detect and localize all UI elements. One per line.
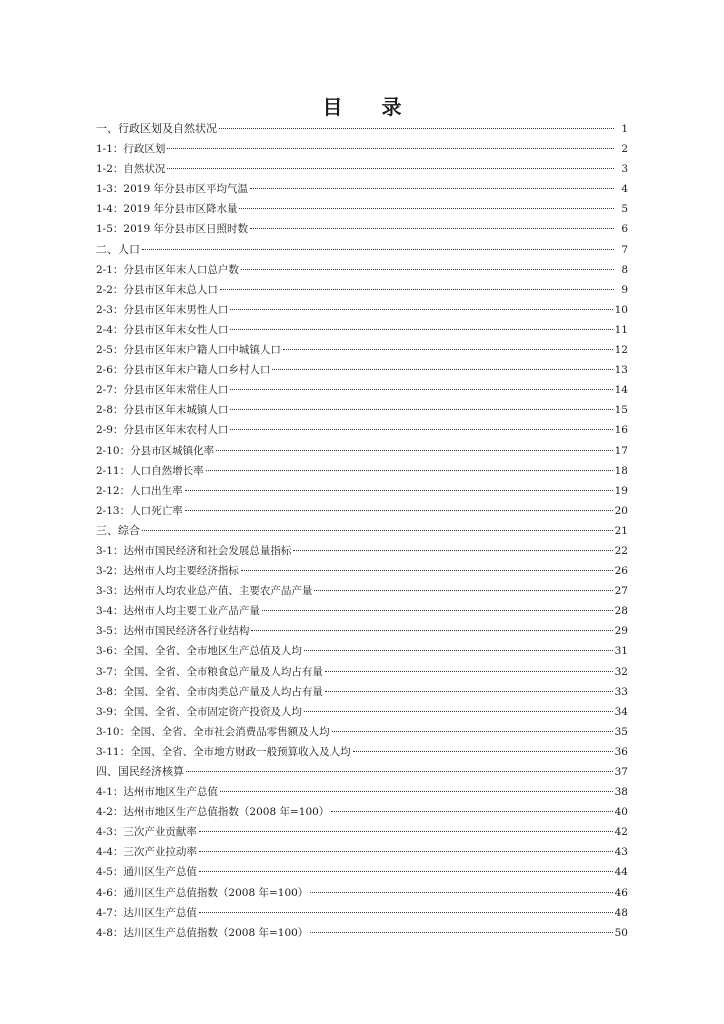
- toc-page-number: 13: [614, 364, 628, 377]
- toc-entry-label: 二、人口: [96, 242, 140, 256]
- toc-entry[interactable]: [96, 139, 628, 159]
- toc-page-number: 32: [614, 665, 628, 678]
- toc-dot-leader: [332, 731, 613, 732]
- toc-page-number: 44: [614, 866, 628, 879]
- toc-entry-label: 1-1：行政区划: [96, 143, 166, 156]
- toc-entry-label: 四、国民经济核算: [96, 765, 184, 778]
- toc-dot-leader: [250, 188, 614, 189]
- toc-entry-label: 2-4：分县市区年末女性人口: [96, 323, 229, 336]
- toc-page-number: 7: [621, 243, 628, 256]
- toc-page-number: 4: [621, 183, 628, 196]
- toc-page-number: 29: [614, 625, 628, 638]
- toc-page-number: 31: [614, 645, 628, 658]
- toc-entry-label: 3-10：全国、全省、全市社会消费品零售额及人均: [96, 725, 330, 738]
- toc-entry-label: 2-13：人口死亡率: [96, 504, 183, 517]
- toc-dot-leader: [142, 530, 613, 531]
- toc-entry[interactable]: [96, 782, 628, 802]
- toc-entry-label: 2-11：人口自然增长率: [96, 464, 204, 477]
- toc-page-number: 20: [614, 504, 628, 517]
- toc-entry-label: 2-9：分县市区年末农村人口: [96, 424, 229, 437]
- toc-page-number: 18: [614, 464, 628, 477]
- toc-page-number: 42: [614, 826, 628, 839]
- toc-page-number: 10: [614, 303, 628, 316]
- toc-dot-leader: [220, 289, 614, 290]
- toc-entry[interactable]: [96, 300, 628, 320]
- toc-dot-leader: [199, 912, 613, 913]
- toc-page-number: 46: [614, 886, 628, 899]
- toc-entry-label: 4-8：达川区生产总值指数（2008 年=100）: [96, 926, 309, 939]
- toc-entry-label: 3-5：达州市国民经济各行业结构: [96, 625, 250, 638]
- toc-page-number: 38: [614, 786, 628, 799]
- toc-dot-leader: [331, 811, 612, 812]
- toc-entry-label: 2-8：分县市区年末城镇人口: [96, 404, 229, 417]
- toc-entry-label: 4-1：达州市地区生产总值: [96, 786, 218, 799]
- toc-page-number: 21: [614, 524, 628, 537]
- toc-page-number: 5: [621, 203, 628, 216]
- toc-dot-leader: [304, 711, 613, 712]
- toc-entry[interactable]: [96, 380, 628, 400]
- toc-dot-leader: [310, 892, 612, 893]
- toc-entry[interactable]: [96, 621, 628, 641]
- toc-dot-leader: [220, 791, 613, 792]
- toc-page-number: 16: [614, 424, 628, 437]
- toc-dot-leader: [241, 570, 613, 571]
- toc-entry[interactable]: [96, 260, 628, 280]
- toc-page-number: 48: [614, 906, 628, 919]
- toc-dot-leader: [353, 751, 613, 752]
- toc-entry-label: 1-4：2019 年分县市区降水量: [96, 203, 238, 216]
- toc-entry-label: 3-6：全国、全省、全市地区生产总值及人均: [96, 645, 302, 658]
- toc-entry[interactable]: [96, 742, 628, 762]
- toc-dot-leader: [186, 771, 613, 772]
- toc-entry-label: 3-3：达州市人均农业总产值、主要农产品产量: [96, 585, 313, 598]
- toc-title: 目 录: [322, 95, 418, 119]
- toc-page-number: 15: [614, 404, 628, 417]
- toc-entry[interactable]: [96, 420, 628, 440]
- toc-dot-leader: [314, 590, 612, 591]
- toc-dot-leader: [230, 429, 612, 430]
- toc-dot-leader: [293, 550, 612, 551]
- toc-dot-leader: [241, 269, 614, 270]
- toc-entry-label: 3-9：全国、全省、全市固定资产投资及人均: [96, 705, 302, 718]
- toc-page-number: 37: [614, 766, 628, 778]
- toc-page-number: 43: [614, 846, 628, 859]
- toc-page-number: 8: [621, 263, 628, 276]
- toc-dot-leader: [142, 249, 614, 250]
- toc-entry-label: 3-4：达州市人均主要工业产品产量: [96, 605, 260, 618]
- toc-entry[interactable]: [96, 702, 628, 722]
- toc-dot-leader: [304, 650, 613, 651]
- toc-entry[interactable]: [96, 641, 628, 661]
- toc-dot-leader: [325, 691, 613, 692]
- toc-dot-leader: [251, 630, 612, 631]
- toc-entry[interactable]: [96, 662, 628, 682]
- toc-entry[interactable]: [96, 501, 628, 521]
- toc-entry[interactable]: [96, 400, 628, 420]
- toc-entry-label: 三、综合: [96, 523, 140, 537]
- toc-dot-leader: [250, 228, 614, 229]
- toc-entry[interactable]: [96, 541, 628, 561]
- toc-section-entry[interactable]: [96, 240, 628, 260]
- toc-entry-label: 1-5：2019 年分县市区日照时数: [96, 223, 248, 236]
- toc-page-number: 14: [614, 384, 628, 397]
- toc-entry[interactable]: [96, 581, 628, 601]
- toc-dot-leader: [262, 610, 613, 611]
- toc-entry-label: 4-3：三次产业贡献率: [96, 826, 197, 839]
- toc-entry-label: 一、行政区划及自然状况: [96, 122, 217, 135]
- toc-entry-label: 2-7：分县市区年末常住人口: [96, 384, 229, 397]
- toc-dot-leader: [185, 490, 613, 491]
- toc-page-number: 11: [614, 323, 628, 336]
- toc-dot-leader: [230, 329, 612, 330]
- toc-entry-label: 4-6：通川区生产总值指数（2008 年=100）: [96, 886, 309, 899]
- toc-entry-label: 2-12：人口出生率: [96, 484, 183, 497]
- toc-page-number: 36: [614, 745, 628, 758]
- toc-entry-label: 4-2：达州市地区生产总值指数（2008 年=100）: [96, 806, 330, 819]
- toc-dot-leader: [185, 510, 613, 511]
- toc-dot-leader: [230, 309, 612, 310]
- toc-page-number: 19: [614, 484, 628, 497]
- toc-page-number: 40: [614, 806, 628, 819]
- toc-dot-leader: [230, 389, 612, 390]
- toc-entry-label: 1-3：2019 年分县市区平均气温: [96, 183, 248, 196]
- toc-page-number: 26: [614, 565, 628, 578]
- toc-page-number: 35: [614, 725, 628, 738]
- toc-dot-leader: [230, 409, 612, 410]
- toc-entry[interactable]: [96, 842, 628, 862]
- toc-entry[interactable]: [96, 561, 628, 581]
- toc-entry[interactable]: [96, 280, 628, 300]
- toc-dot-leader: [199, 871, 613, 872]
- toc-page-number: 22: [614, 544, 628, 557]
- toc-dot-leader: [219, 128, 614, 129]
- toc-entry[interactable]: [96, 923, 628, 943]
- toc-section-entry[interactable]: [96, 119, 628, 139]
- toc-entry[interactable]: [96, 802, 628, 822]
- toc-page-number: 3: [621, 163, 628, 176]
- toc-entry[interactable]: [96, 903, 628, 923]
- toc-entry-label: 3-8：全国、全省、全市肉类总产量及人均占有量: [96, 685, 323, 698]
- toc-dot-leader: [283, 349, 613, 350]
- toc-entry-label: 4-7：达川区生产总值: [96, 906, 197, 919]
- toc-dot-leader: [167, 148, 614, 149]
- toc-section-entry[interactable]: [96, 521, 628, 541]
- toc-entry[interactable]: [96, 822, 628, 842]
- toc-dot-leader: [239, 208, 614, 209]
- toc-page-number: 12: [614, 344, 628, 357]
- toc-dot-leader: [216, 450, 613, 451]
- toc-entry-label: 2-3：分县市区年末男性人口: [96, 303, 229, 316]
- toc-page-number: 6: [621, 223, 628, 236]
- toc-entry-label: 1-2：自然状况: [96, 163, 166, 176]
- toc-page-number: 28: [614, 605, 628, 618]
- toc-dot-leader: [167, 168, 614, 169]
- toc-entry[interactable]: [96, 340, 628, 360]
- toc-page-number: 9: [621, 283, 628, 296]
- toc-dot-leader: [310, 932, 612, 933]
- toc-entry[interactable]: [96, 441, 628, 461]
- toc-entry[interactable]: [96, 159, 628, 179]
- toc-entry-label: 4-4：三次产业拉动率: [96, 846, 197, 859]
- toc-entry-label: 3-2：达州市人均主要经济指标: [96, 565, 239, 578]
- toc-entry[interactable]: [96, 481, 628, 501]
- toc-entry-label: 2-10：分县市区城镇化率: [96, 444, 215, 457]
- toc-page-number: 50: [614, 926, 628, 939]
- toc-page-number: 1: [621, 123, 628, 135]
- toc-dot-leader: [199, 851, 613, 852]
- toc-entry-label: 3-7：全国、全省、全市粮食总产量及人均占有量: [96, 665, 323, 678]
- toc-entry[interactable]: [96, 360, 628, 380]
- toc-page-number: 33: [614, 685, 628, 698]
- toc-dot-leader: [325, 671, 613, 672]
- toc-page-number: 27: [614, 585, 628, 598]
- toc-page-number: 17: [614, 444, 628, 457]
- toc-dot-leader: [272, 369, 612, 370]
- toc-entry-label: 2-5：分县市区年末户籍人口中城镇人口: [96, 344, 281, 357]
- toc-dot-leader: [199, 831, 613, 832]
- toc-entry-label: 2-1：分县市区年末人口总户数: [96, 263, 239, 276]
- toc-page-number: 2: [621, 143, 628, 156]
- toc-entry-label: 2-2：分县市区年末总人口: [96, 283, 218, 296]
- toc-section-entry[interactable]: [96, 762, 628, 782]
- toc-entry[interactable]: [96, 883, 628, 903]
- toc-entry-label: 2-6：分县市区年末户籍人口乡村人口: [96, 364, 271, 377]
- toc-entry[interactable]: [96, 722, 628, 742]
- toc-page-number: 34: [614, 705, 628, 718]
- toc-entry-label: 3-11：全国、全省、全市地方财政一般预算收入及人均: [96, 745, 351, 758]
- toc-entry[interactable]: [96, 179, 628, 199]
- toc-entry[interactable]: [96, 219, 628, 239]
- toc-entry[interactable]: [96, 601, 628, 621]
- toc-entry[interactable]: [96, 682, 628, 702]
- toc-dot-leader: [206, 470, 613, 471]
- toc-entry[interactable]: [96, 461, 628, 481]
- toc-entry-label: 3-1：达州市国民经济和社会发展总量指标: [96, 544, 292, 557]
- toc-entry-label: 4-5：通川区生产总值: [96, 866, 197, 879]
- table-of-contents: [96, 119, 628, 943]
- toc-entry[interactable]: [96, 320, 628, 340]
- toc-entry[interactable]: [96, 862, 628, 882]
- toc-entry[interactable]: [96, 199, 628, 219]
